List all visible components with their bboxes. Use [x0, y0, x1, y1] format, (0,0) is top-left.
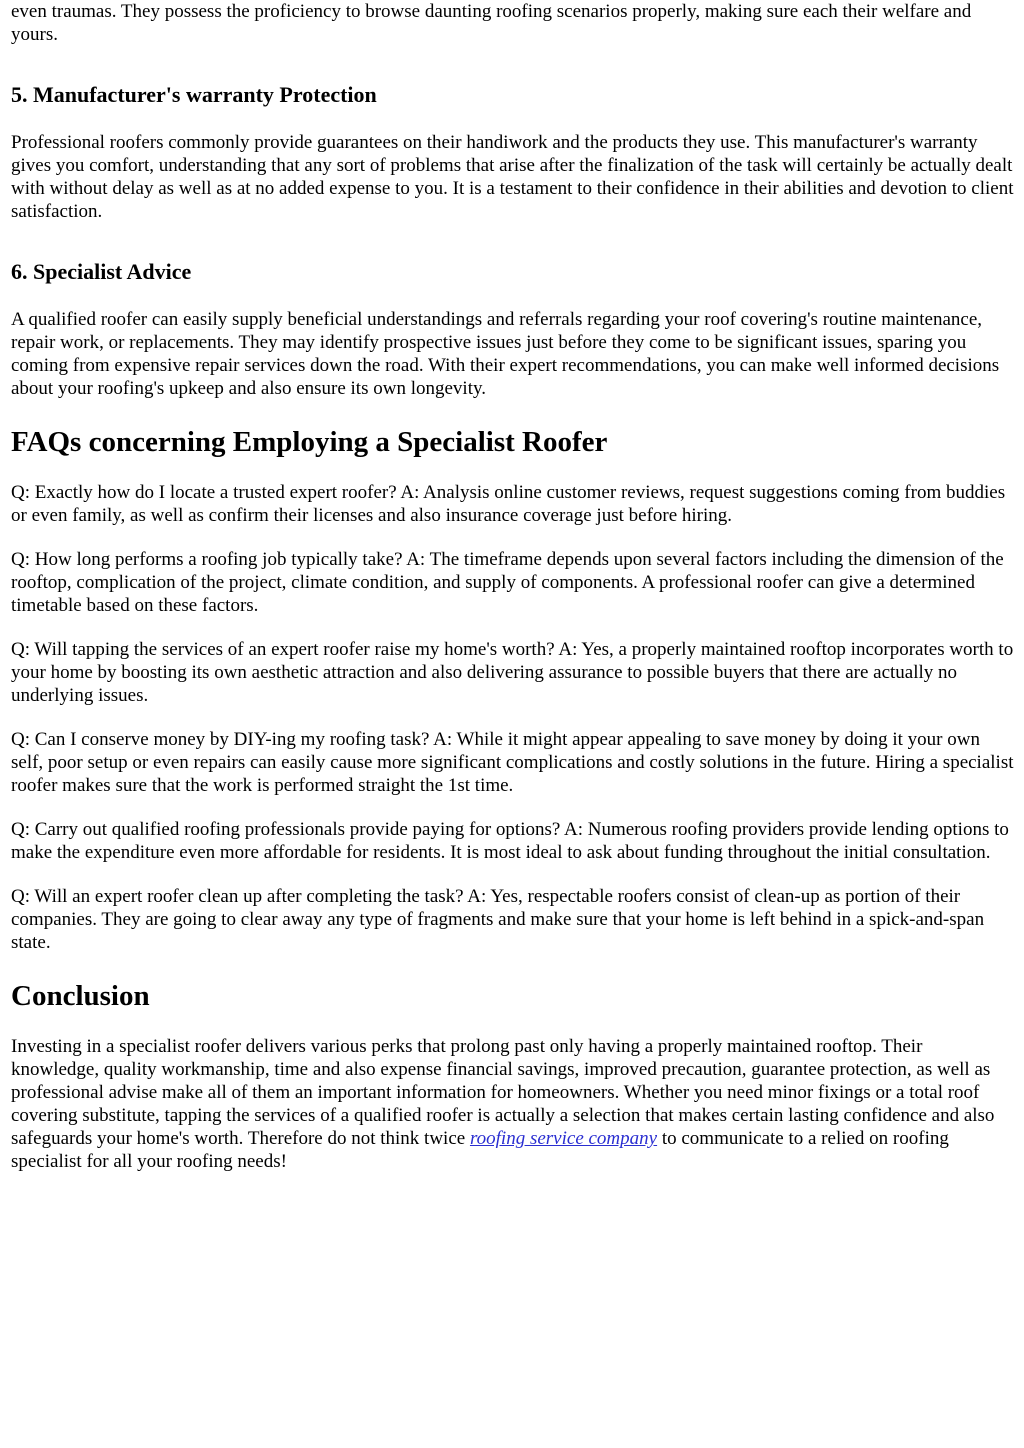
section-5-heading: 5. Manufacturer's warranty Protection [11, 82, 377, 107]
section-5-paragraph: Professional roofers commonly provide guarantees on their handiwork and the products they use. This manufacturer's warranty gives you comfort, understanding that any sort of problems that arise after the finalization of the task will certainly be actually dealt with without delay as well as at no added expense to you. It is a testament to their confidence in their abilities and devotion to client satisfaction. [11, 132, 1014, 222]
faqs-heading: FAQs concerning Employing a Specialist Roofer [11, 426, 608, 458]
conclusion-heading: Conclusion [11, 980, 150, 1012]
conclusion-paragraph [11, 1035, 1014, 1173]
section-6-paragraph: A qualified roofer can easily supply beneficial understandings and referrals regarding your roof covering's routine maintenance, repair work, or replacements. They may identify prospective issues just before they come to be significant issues, sparing you coming from expensive repair services down the road. With their expert recommendations, you can make well informed decisions about your roofing's upkeep and also ensure its own longevity. [11, 309, 1000, 399]
faq-item: Q: Can I conserve money by DIY-ing my roofing task? A: While it might appear appealing to save money by doing it your own self, poor setup or even repairs can easily cause more significant complications and costly solutions in the future. Hiring a specialist roofer makes sure that the work is performed straight the 1st time. [11, 729, 1014, 796]
roofing-service-company-link[interactable]: roofing service company [469, 1128, 658, 1149]
faq-item: Q: Will an expert roofer clean up after completing the task? A: Yes, respectable roofers consist of clean-up as portion of their companies. They are going to clear away any type of fragments and make sure that your home is left behind in a spick-and-span state. [11, 886, 985, 953]
section-6-heading: 6. Specialist Advice [11, 259, 192, 284]
faq-item: Q: Carry out qualified roofing professionals provide paying for options? A: Numerous roofing providers provide lending options to make the expenditure even more affordable for residents. It is most ideal to ask about funding throughout the initial consultation. [11, 819, 1009, 863]
intro-fragment-paragraph: even traumas. They possess the proficiency to browse daunting roofing scenarios properly, making sure each their welfare and yours. [11, 1, 972, 45]
faq-item: Q: Will tapping the services of an expert roofer raise my home's worth? A: Yes, a properly maintained rooftop incorporates worth to your home by boosting its own aesthetic attraction and also delivering assurance to possible buyers that there are actually no underlying issues. [11, 639, 1014, 706]
faq-item: Q: Exactly how do I locate a trusted expert roofer? A: Analysis online customer reviews, request suggestions coming from buddies or even family, as well as confirm their licenses and also insurance coverage just before hiring. [11, 482, 1006, 526]
conclusion-text-after-link: to communicate to a relied on roofing specialist for all your roofing needs! [11, 1128, 949, 1172]
faq-item: Q: How long performs a roofing job typically take? A: The timeframe depends upon several factors including the dimension of the rooftop, complication of the project, climate condition, and supply of components. A professional roofer can give a determined timetable based on these factors. [11, 549, 1004, 616]
conclusion-text-before-link: Investing in a specialist roofer delivers various perks that prolong past only having a properly maintained rooftop. Their knowledge, quality workmanship, time and also expense financial savings, improved precaution, guarantee protection, as well as professional advise make all of them an important information for homeowners. Whether you need minor fixings or a total roof covering substitute, tapping the services of a qualified roofer is actually a selection that makes certain lasting confidence and also safeguards your home's worth. Therefore do not think twice [11, 1036, 995, 1149]
